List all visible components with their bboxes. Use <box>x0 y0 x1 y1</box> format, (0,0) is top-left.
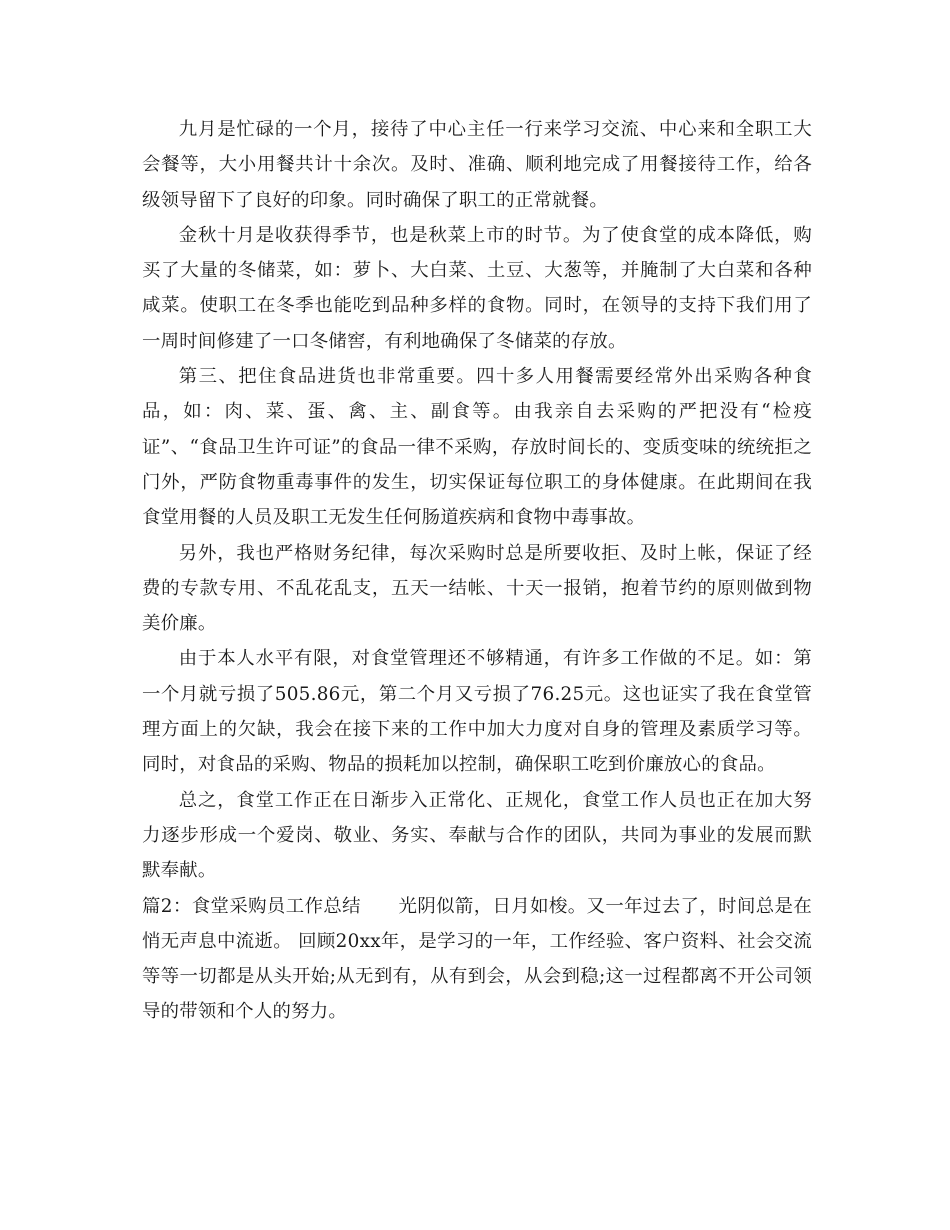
paragraph-food-purchasing: 第三、把住食品进货也非常重要。四十多人用餐需要经常外出采购各种食品，如：肉、菜、蛋、禽、主、副食等。由我亲自去采购的严把没有“检疫证”、“食品卫生许可证”的食品一律不采购，存放时间长的、变质变味的统统拒之门外，严防食物重毒事件的发生，切实保证每位职工的身体健康。在此期间在我食堂用餐的人员及职工无发生任何肠道疾病和食物中毒事故。 <box>142 366 812 529</box>
paragraph-conclusion: 总之，食堂工作正在日渐步入正常化、正规化，食堂工作人员也正在加大努力逐步形成一个爱岗、敬业、务实、奉献与合作的团队，共同为事业的发展而默默奉献。 <box>142 789 812 882</box>
paragraph-shortcomings: 由于本人水平有限，对食堂管理还不够精通，有许多工作做的不足。如：第一个月就亏损了505.86元，第二个月又亏损了76.25元。这也证实了我在食堂管理方面上的欠缺，我会在接下来的工作中加大力度对自身的管理及素质学习等。同时，对食品的采购、物品的损耗加以控制，确保职工吃到价廉放心的食品。 <box>142 648 812 776</box>
paragraph-financial-discipline: 另外，我也严格财务纪律，每次采购时总是所要收拒、及时上帐，保证了经费的专款专用、不乱花乱支，五天一结帐、十天一报销，抱着节约的原则做到物美价廉。 <box>142 542 812 635</box>
document-body <box>142 112 812 1030</box>
paragraph-september: 九月是忙碌的一个月，接待了中心主任一行来学习交流、中心来和全职工大会餐等，大小用餐共计十余次。及时、准确、顺利地完成了用餐接待工作，给各级领导留下了良好的印象。同时确保了职工的正常就餐。 <box>142 119 812 211</box>
paragraph-article-2: 篇2：食堂采购员工作总结 光阴似箭，日月如梭。又一年过去了，时间总是在悄无声息中流逝。 回顾20xx年，是学习的一年，工作经验、客户资料、社会交流等等一切都是从头开始;从无到有，从有到会，从会到稳;这一过程都离不开公司领导的带领和个人的努力。 <box>142 895 812 1023</box>
paragraph-october: 金秋十月是收获得季节，也是秋菜上市的时节。为了使食堂的成本降低，购买了大量的冬储菜，如：萝卜、大白菜、土豆、大葱等，并腌制了大白菜和各种咸菜。使职工在冬季也能吃到品种多样的食物。同时，在领导的支持下我们用了一周时间修建了一口冬储窖，有利地确保了冬储菜的存放。 <box>142 224 812 352</box>
